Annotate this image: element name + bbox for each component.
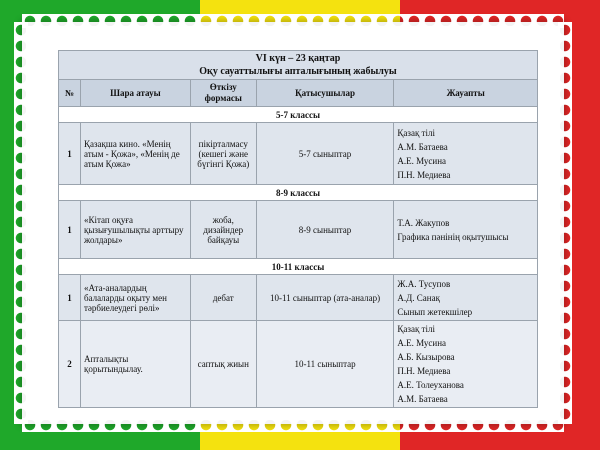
responsible-line: А.Е. Мусина <box>397 338 447 348</box>
section-label: 5-7 классы <box>59 107 538 123</box>
event-form: пікірталмасу (кешегі және бүгінгі Қожа) <box>190 123 256 185</box>
event-form: жоба, дизайндер байқауы <box>190 201 256 259</box>
table-row <box>59 321 538 408</box>
responsible-line: Т.А. Жакупов <box>397 217 450 228</box>
row-number: 1 <box>59 123 81 185</box>
responsible-line: Ж.А. Тусупов <box>397 278 451 289</box>
responsible-line: А.М. Батаева <box>397 141 448 152</box>
header-responsible: Жауапты <box>394 80 538 107</box>
responsible-line: А.М. Батаева <box>397 394 448 404</box>
header-form: Өткізу формасы <box>190 80 256 107</box>
stamp-edge-right <box>558 22 572 424</box>
row-number: 2 <box>59 321 81 408</box>
responsible <box>394 275 538 321</box>
event-form: дебат <box>190 275 256 321</box>
participants: 10-11 сыныптар (ата-аналар) <box>256 275 394 321</box>
event-name: «Ата-аналардың балаларды оқыту мен тәрбиелеудегі рөлі» <box>80 275 190 321</box>
section-row <box>59 107 538 123</box>
responsible-line: П.Н. Медиева <box>397 169 451 180</box>
section-row <box>59 259 538 275</box>
responsible-line: А.Б. Кызырова <box>397 352 455 362</box>
event-schedule-table <box>58 50 538 408</box>
responsible <box>394 201 538 259</box>
header-participants: Қатысушылар <box>256 80 394 107</box>
header-number: № <box>59 80 81 107</box>
section-row <box>59 185 538 201</box>
stamp-edge-top <box>22 14 564 28</box>
table-row <box>59 201 538 259</box>
event-name: «Кітап оқуға қызығушылықты арттыру жолдары» <box>80 201 190 259</box>
responsible-line: А.Е. Толеуханова <box>397 380 464 390</box>
responsible-line: Сынып жетекшілер <box>397 306 473 317</box>
participants: 10-11 сыныптар <box>256 321 394 408</box>
stamp-edge-left <box>14 22 28 424</box>
stamp-edge-bottom <box>22 418 564 432</box>
section-label: 10-11 классы <box>59 259 538 275</box>
responsible-line: А.Е. Мусина <box>397 155 447 166</box>
responsible-line: Қазақ тілі <box>397 324 435 334</box>
header-row <box>59 80 538 107</box>
header-event: Шара атауы <box>80 80 190 107</box>
row-number: 1 <box>59 275 81 321</box>
responsible-line: Қазақ тілі <box>397 127 435 138</box>
event-name: Апталықты қорытындылау. <box>80 321 190 408</box>
responsible-line: П.Н. Медиева <box>397 366 451 376</box>
title-row <box>59 51 538 80</box>
participants: 8-9 сыныптар <box>256 201 394 259</box>
responsible <box>394 321 538 408</box>
table-title <box>59 51 538 80</box>
table-row <box>59 123 538 185</box>
title-line-1: VI күн – 23 қаңтар <box>255 53 341 64</box>
responsible-line: Графика пәнінің оқытушысы <box>397 231 509 242</box>
responsible <box>394 123 538 185</box>
event-name: Қазақша кино. «Менің атым - Қожа», «Менің де атым Қожа» <box>80 123 190 185</box>
responsible-line: А.Д. Санақ <box>397 292 440 303</box>
event-form: саптық жиын <box>190 321 256 408</box>
participants: 5-7 сыныптар <box>256 123 394 185</box>
row-number: 1 <box>59 201 81 259</box>
title-line-2: Оқу сауаттылығы апталығының жабылуы <box>199 66 397 77</box>
section-label: 8-9 классы <box>59 185 538 201</box>
table-row <box>59 275 538 321</box>
